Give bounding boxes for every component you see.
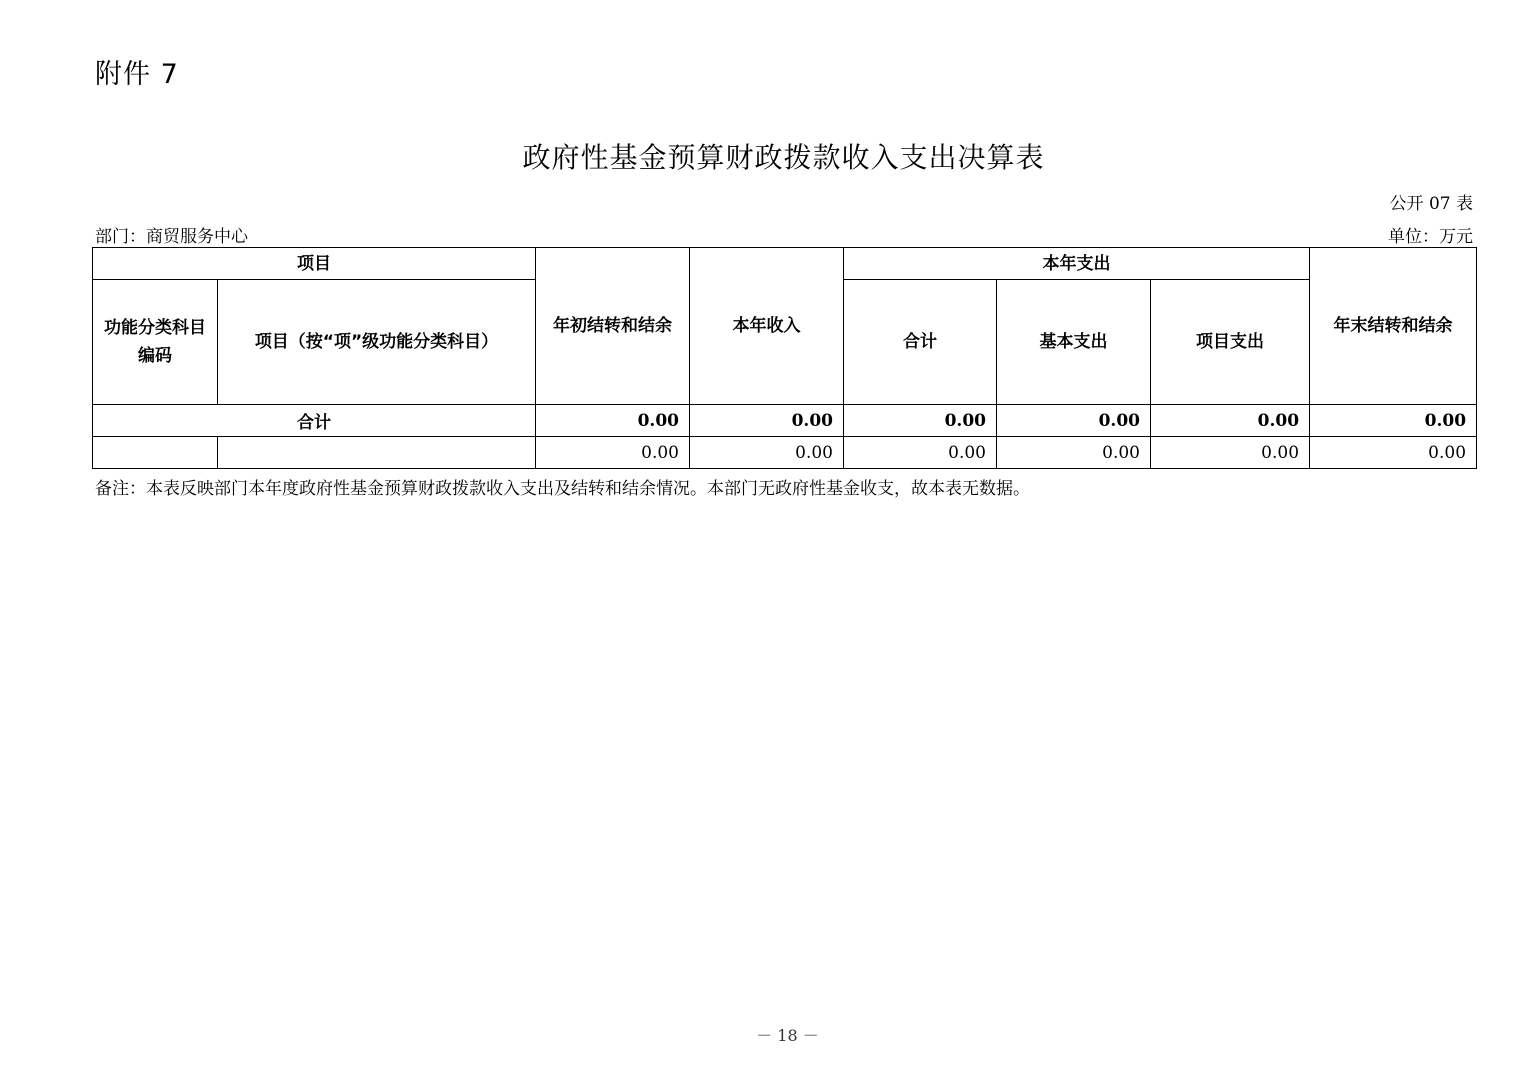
row-expense-total: 0.00 [844,437,997,469]
form-number: 公开 07 表 [1389,194,1473,214]
total-basic-expense: 0.00 [997,405,1151,437]
total-opening-balance: 0.00 [536,405,690,437]
page-title: 政府性基金预算财政拨款收入支出决算表 [522,141,1045,174]
page-number: － 18 － [756,1026,819,1045]
table-row [93,437,1477,469]
row-project-name [218,437,536,469]
total-label: 合计 [93,405,536,437]
total-closing-balance: 0.00 [1310,405,1477,437]
header-project-name: 项目（按“项”级功能分类科目） [218,280,536,405]
row-opening-balance: 0.00 [536,437,690,469]
footnote: 备注：本表反映部门本年度政府性基金预算财政拨款收入支出及结转和结余情况。本部门无政府性基金收支，故本表无数据。 [95,479,1030,499]
header-project-expense: 项目支出 [1151,280,1310,405]
department-label: 部门：商贸服务中心 [95,227,248,247]
header-basic-expense: 基本支出 [997,280,1151,405]
row-func-code [93,437,218,469]
total-current-income: 0.00 [690,405,844,437]
header-current-income: 本年收入 [690,248,844,405]
header-project-group: 项目 [93,248,536,280]
total-project-expense: 0.00 [1151,405,1310,437]
header-closing-balance: 年末结转和结余 [1310,248,1477,405]
row-project-expense: 0.00 [1151,437,1310,469]
header-current-expense-group: 本年支出 [844,248,1310,280]
row-current-income: 0.00 [690,437,844,469]
total-row [93,405,1477,437]
header-opening-balance: 年初结转和结余 [536,248,690,405]
row-basic-expense: 0.00 [997,437,1151,469]
header-expense-total: 合计 [844,280,997,405]
unit-label: 单位：万元 [1388,227,1473,247]
row-closing-balance: 0.00 [1310,437,1477,469]
total-expense-total: 0.00 [844,405,997,437]
attachment-label: 附件 7 [95,59,179,90]
budget-table [92,247,1477,469]
header-func-code: 功能分类科目编码 [93,280,218,405]
